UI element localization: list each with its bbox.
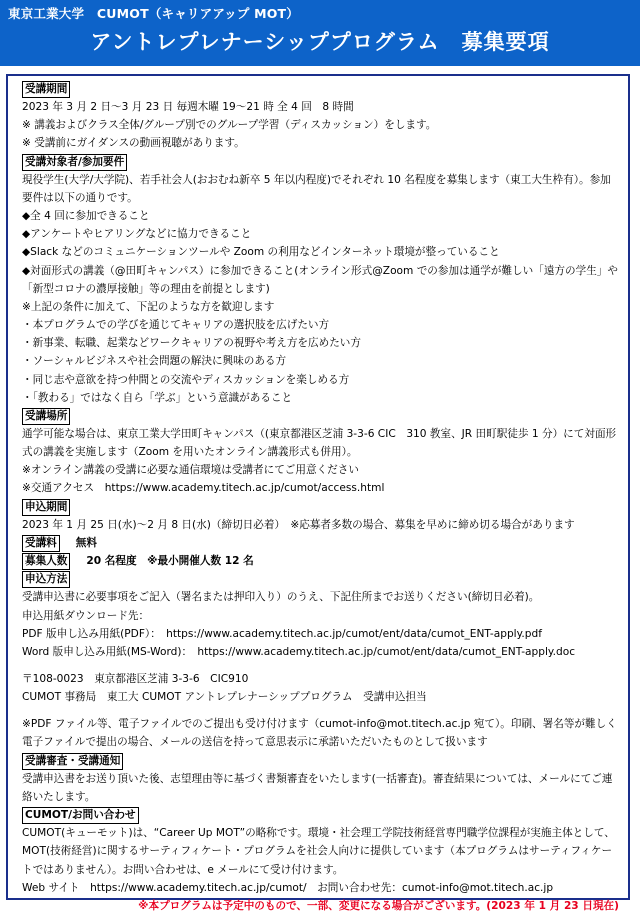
application-period-text: 2023 年 1 月 25 日(水)～2 月 8 日(水)（締切日必着） ※応募者多数の場合、募集を早めに締め切る場合があります	[22, 518, 575, 531]
section-label-about: CUMOT/お問い合わせ	[22, 807, 139, 824]
section-label-fee: 受講料	[22, 535, 60, 552]
period-dates: 2023 年 3 月 2 日～3 月 23 日 毎週木曜 19～21 時 全 4 回 8 時間	[22, 101, 354, 114]
office-name: CUMOT 事務局 東工大 CUMOT アントレプレナーシッププログラム 受講申込担当	[22, 691, 427, 704]
email-submission-note: ※PDF ファイル等、電子ファイルでのご提出も受け付けます（cumot-info@mot.titech.ac.jp 宛て）。印刷、署名等が難しく電子ファイルで提出の場合、メールの送信を持って意思表示に承諾いただいたものとして扱います	[22, 718, 617, 749]
requirement-item: ◆アンケートやヒアリングなどに協力できること	[22, 228, 252, 241]
pdf-download-link[interactable]: PDF 版申し込み用紙(PDF）： https://www.academy.titech.ac.jp/cumot/ent/data/cumot_ENT-apply.pdf	[22, 627, 542, 640]
welcome-item: ・本プログラムでの学びを通じてキャリアの選択肢を広げたい方	[22, 319, 330, 332]
review-text: 受講申込書をお送り頂いた後、志望理由等に基づく書類審査をいたします(一括審査)。審査結果については、メールにてご連絡いたします。	[22, 772, 613, 803]
change-notice: ※本プログラムは予定中のもので、一部、変更になる場合がございます。(2023 年 1 月 23 日現在)	[138, 899, 619, 912]
header-banner	[0, 0, 640, 66]
requirement-item: ◆Slack などのコミュニケーションツールや Zoom の利用などインターネット環境が整っていること	[22, 246, 500, 259]
method-text: 受講申込書に必要事項をご記入（署名または押印入り）のうえ、下記住所までお送りください(締切日必着)。	[22, 591, 540, 604]
section-label-review: 受講審査・受講通知	[22, 753, 123, 770]
venue-note: ※オンライン講義の受講に必要な通信環境は受講者にてご用意ください	[22, 464, 359, 477]
welcome-item: ・「教わる」ではなく自ら「学ぶ」という意識があること	[22, 391, 293, 404]
page-title: アントレプレナーシッププログラム 募集要項	[90, 30, 550, 54]
period-note-2: ※ 受講前にガイダンスの動画視聴があります。	[22, 137, 245, 150]
postal-address: 〒108-0023 東京都港区芝浦 3-3-6 CIC910	[22, 673, 249, 685]
welcome-item: ・同じ志や意欲を持つ仲間との交流やディスカッションを楽しめる方	[22, 373, 350, 386]
about-text: CUMOT(キューモット)は、“Career Up MOT”の略称です。環境・社会理工学院技術経営専門職学位課程が実施主体として、MOT(技術経営)に関するサーティフィケート・プログラムを社会人向けに提供しています（本プログラムはサーティフィケートではありません）。お問い合わせは、e メールにて受け付けます。	[22, 827, 615, 876]
contact-line[interactable]: Web サイト https://www.academy.titech.ac.jp/cumot/ お問い合わせ先：cumot-info@mot.titech.ac.jp	[22, 881, 554, 894]
section-label-capacity: 募集人数	[22, 553, 70, 570]
section-label-method: 申込方法	[22, 571, 70, 588]
section-label-eligibility: 受講対象者/参加要件	[22, 154, 127, 171]
section-label-period: 受講期間	[22, 81, 70, 98]
welcome-item: ・ソーシャルビジネスや社会問題の解決に興味のある方	[22, 355, 287, 368]
requirement-item: ◆全 4 回に参加できること	[22, 210, 150, 223]
period-note-1: ※ 講義およびクラス全体/グループ別でのグループ学習（ディスカッション）をします。	[22, 119, 437, 132]
requirement-item: ◆対面形式の講義（@田町キャンパス）に参加できること(オンライン形式@Zoom での参加は通学が難しい「遠方の学生」や「新型コロナの濃厚接触」等の理由を前提とします)	[22, 264, 618, 295]
section-label-venue: 受講場所	[22, 408, 70, 425]
content-frame	[6, 74, 630, 912]
download-label: 申込用紙ダウンロード先：	[22, 609, 150, 622]
venue-text: 通学可能な場合は、東京工業大学田町キャンパス（(東京都港区芝浦 3-3-6 CIC 310 教室、JR 田町駅徒歩 1 分）にて対面形式の講義を実施します（Zoom を用いたオンライン講義形式も併用）。	[22, 427, 617, 459]
capacity-value: 20 名程度 ※最小開催人数 12 名	[86, 555, 254, 568]
word-download-link[interactable]: Word 版申し込み用紙(MS-Word)： https://www.academy.titech.ac.jp/cumot/ent/data/cumot_ENT-apply.doc	[22, 645, 576, 658]
section-label-application-period: 申込期間	[22, 499, 70, 516]
fee-value: 無料	[75, 536, 97, 549]
welcome-item: ・新事業、転職、起業などワークキャリアの視野や考え方を広めたい方	[22, 337, 361, 350]
access-link[interactable]: ※交通アクセス https://www.academy.titech.ac.jp/cumot/access.html	[22, 482, 385, 495]
eligibility-intro: 現役学生(大学/大学院)、若手社会人(おおむね新卒 5 年以内程度)でそれぞれ 10 名程度を募集します（東工大生枠有）。参加要件は以下の通りです。	[22, 173, 611, 204]
welcome-intro: ※上記の条件に加えて、下記のような方を歓迎します	[22, 300, 275, 313]
header-subtitle: 東京工業大学 CUMOT（キャリアアップ MOT）	[8, 6, 299, 21]
